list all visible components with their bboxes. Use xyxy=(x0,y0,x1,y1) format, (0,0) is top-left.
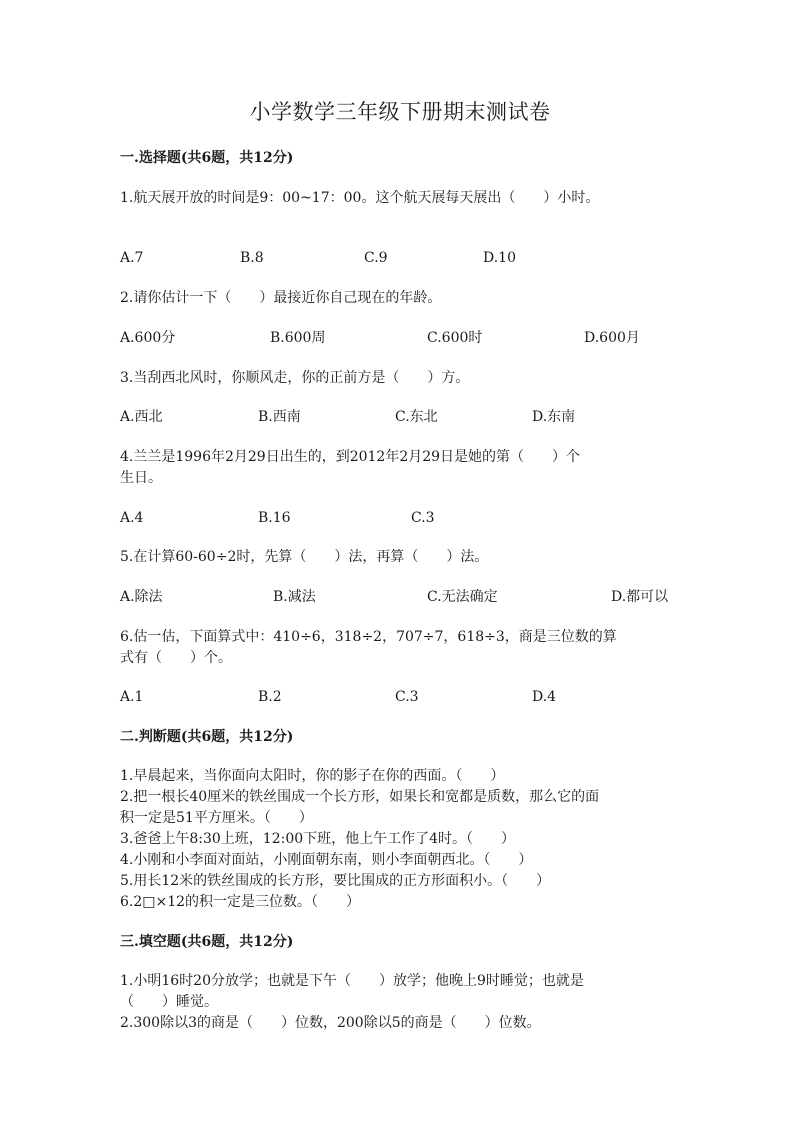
question-3-option-c: C.东北 xyxy=(395,409,438,425)
question-1-text: 1.航天展开放的时间是9：00~17：00。这个航天展每天展出（ ）小时。 xyxy=(120,190,600,206)
question-3-option-d: D.东南 xyxy=(532,409,576,425)
question-3-text: 3.当刮西北风时，你顺风走，你的正前方是（ ）方。 xyxy=(120,370,470,386)
question-6-option-c: C.3 xyxy=(395,689,419,705)
question-5-text: 5.在计算60-60÷2时，先算（ ）法，再算（ ）法。 xyxy=(120,549,489,565)
fill-item-2: 2.300除以3的商是（ ）位数，200除以5的商是（ ）位数。 xyxy=(120,1015,541,1031)
question-4-text-line2: 生日。 xyxy=(120,470,162,486)
question-6-text-line1: 6.估一估，下面算式中：410÷6，318÷2，707÷7，618÷3，商是三位数的算 xyxy=(120,629,617,645)
question-5-option-b: B.减法 xyxy=(273,589,316,605)
question-6-option-b: B.2 xyxy=(258,689,282,705)
judgment-item-5: 5.用长12米的铁丝围成的长方形，要比围成的正方形面积小。（ ） xyxy=(120,873,551,889)
question-1-option-c: C.9 xyxy=(364,250,388,266)
page-title: 小学数学三年级下册期末测试卷 xyxy=(249,100,551,124)
question-3-option-b: B.西南 xyxy=(258,409,301,425)
question-1-option-b: B.8 xyxy=(240,250,264,266)
question-2-option-d: D.600月 xyxy=(584,330,640,346)
judgment-item-1: 1.早晨起来，当你面向太阳时，你的影子在你的西面。（ ） xyxy=(120,768,505,784)
judgment-item-2-line1: 2.把一根长40厘米的铁丝围成一个长方形，如果长和宽都是质数，那么它的面 xyxy=(120,789,600,805)
question-2-text: 2.请你估计一下（ ）最接近你自己现在的年龄。 xyxy=(120,290,442,306)
fill-item-1-line2: （ ）睡觉。 xyxy=(120,994,218,1010)
judgment-item-4: 4.小刚和小李面对面站，小刚面朝东南，则小李面朝西北。（ ） xyxy=(120,852,533,868)
section-heading-fill-blank: 三.填空题(共6题，共12分) xyxy=(120,934,294,950)
judgment-item-2-line2: 积一定是51平方厘米。（ ） xyxy=(120,810,313,826)
question-2-option-c: C.600时 xyxy=(427,330,483,346)
judgment-item-3: 3.爸爸上午8:30上班，12:00下班，他上午工作了4时。（ ） xyxy=(120,831,516,847)
question-3-option-a: A.西北 xyxy=(120,409,163,425)
section-heading-judgment: 二.判断题(共6题，共12分) xyxy=(120,729,294,745)
fill-item-1-line1: 1.小明16时20分放学；也就是下午（ ）放学；他晚上9时睡觉；也就是 xyxy=(120,973,584,989)
question-6-text-line2: 式有（ ）个。 xyxy=(120,650,232,666)
question-4-option-b: B.16 xyxy=(258,510,291,526)
section-heading-choice: 一.选择题(共6题，共12分) xyxy=(120,150,294,166)
question-5-option-d: D.都可以 xyxy=(611,589,669,605)
question-1-option-a: A.7 xyxy=(120,250,144,266)
question-4-option-a: A.4 xyxy=(120,510,144,526)
question-5-option-a: A.除法 xyxy=(120,589,163,605)
question-2-option-b: B.600周 xyxy=(270,330,326,346)
question-2-option-a: A.600分 xyxy=(120,330,176,346)
question-6-option-d: D.4 xyxy=(532,689,557,705)
question-6-option-a: A.1 xyxy=(120,689,144,705)
question-4-text-line1: 4.兰兰是1996年2月29日出生的，到2012年2月29日是她的第（ ）个 xyxy=(120,449,581,465)
judgment-item-6: 6.2□×12的积一定是三位数。（ ） xyxy=(120,894,361,910)
question-1-option-d: D.10 xyxy=(483,250,516,266)
question-5-option-c: C.无法确定 xyxy=(427,589,498,605)
question-4-option-c: C.3 xyxy=(411,510,435,526)
